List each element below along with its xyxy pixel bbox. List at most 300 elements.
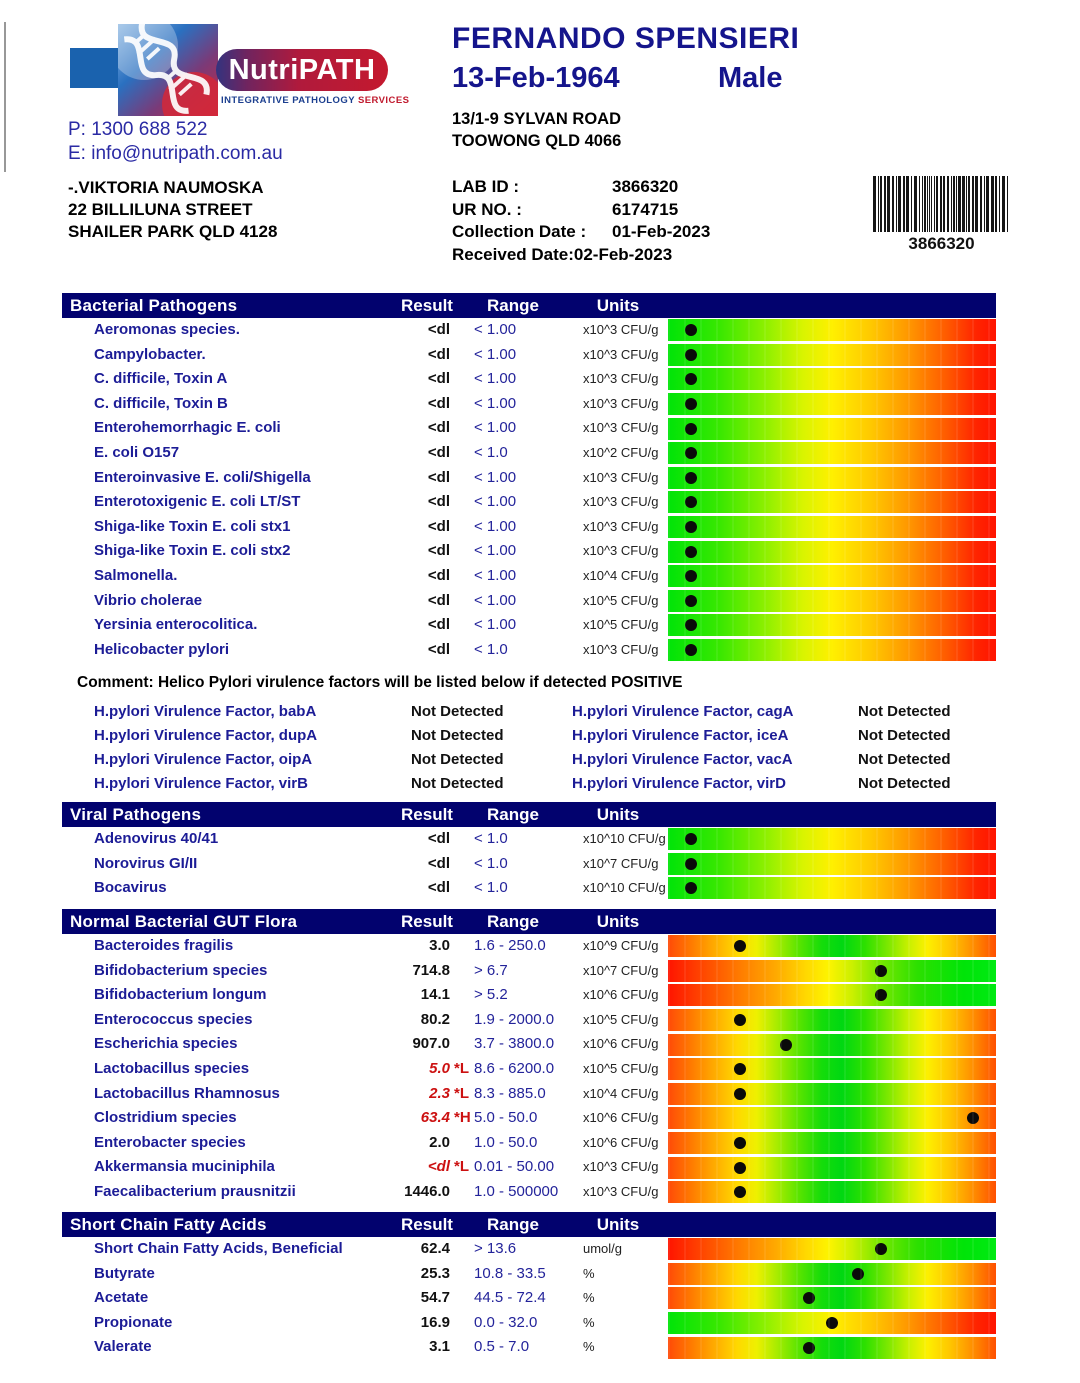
reference-range: 44.5 - 72.4 bbox=[474, 1289, 546, 1307]
lab-id-row bbox=[452, 176, 782, 199]
result-dot bbox=[685, 373, 697, 385]
reference-range: 3.7 - 3800.0 bbox=[474, 1035, 555, 1053]
range-gradient-bar bbox=[668, 1238, 996, 1260]
range-gradient-bar bbox=[668, 1181, 996, 1203]
result-dot bbox=[852, 1268, 864, 1280]
units-label: x10^3 CFU/g bbox=[583, 371, 659, 387]
barcode-bar bbox=[953, 176, 955, 232]
result-dot bbox=[685, 496, 697, 508]
barcode-bar bbox=[986, 176, 987, 232]
column-header-range: Range bbox=[487, 296, 539, 315]
analyte-row bbox=[62, 318, 996, 343]
column-header-range: Range bbox=[487, 805, 539, 824]
units-label: x10^3 CFU/g bbox=[583, 494, 659, 510]
barcode-bar bbox=[1002, 176, 1005, 232]
column-header-result: Result bbox=[401, 296, 453, 315]
units-label: x10^3 CFU/g bbox=[583, 543, 659, 559]
analyte-row bbox=[62, 876, 996, 901]
units-label: x10^2 CFU/g bbox=[583, 444, 659, 460]
units-label: x10^9 CFU/g bbox=[583, 938, 659, 953]
reference-range: > 5.2 bbox=[474, 986, 508, 1004]
barcode-bar bbox=[873, 176, 876, 232]
barcode-bar bbox=[991, 176, 994, 232]
units-label: x10^3 CFU/g bbox=[583, 518, 659, 534]
units-label: x10^5 CFU/g bbox=[583, 592, 659, 608]
range-gradient-bar bbox=[668, 418, 996, 440]
reference-range: 1.6 - 250.0 bbox=[474, 937, 546, 954]
range-gradient-bar bbox=[668, 1058, 996, 1080]
barcode-bar bbox=[966, 176, 967, 232]
result-dot bbox=[734, 1014, 746, 1026]
analyte-row bbox=[62, 1311, 996, 1336]
section-viral-pathogens bbox=[62, 802, 996, 901]
result-value: <dl bbox=[427, 879, 450, 897]
result-dot bbox=[734, 1186, 746, 1198]
result-value: 714.8 bbox=[412, 961, 450, 979]
analyte-row bbox=[62, 1180, 996, 1205]
analyte-row bbox=[62, 638, 996, 663]
range-gradient-bar bbox=[668, 1337, 996, 1359]
section-bacterial-pathogens bbox=[62, 293, 996, 662]
analyte-row bbox=[62, 852, 996, 877]
units-label: x10^5 CFU/g bbox=[583, 617, 659, 633]
column-header-result: Result bbox=[401, 1215, 453, 1234]
result-dot bbox=[967, 1112, 979, 1124]
reference-range: 0.01 - 50.00 bbox=[474, 1158, 555, 1176]
barcode-number: 3866320 bbox=[908, 234, 975, 253]
barcode-bar bbox=[931, 176, 932, 232]
barcode-bar bbox=[980, 176, 982, 232]
column-header-units: Units bbox=[596, 1215, 640, 1234]
result-flag: *L bbox=[454, 1059, 469, 1077]
patient-sex: Male bbox=[718, 62, 783, 94]
analyte-name: Aeromonas species. bbox=[94, 321, 240, 338]
barcode-bar bbox=[947, 176, 948, 232]
result-dot bbox=[685, 644, 697, 656]
logo-blue-rectangle bbox=[70, 48, 118, 88]
units-label: % bbox=[583, 1290, 595, 1306]
result-value: 3.1 bbox=[429, 1338, 450, 1356]
barcode-bar bbox=[906, 176, 909, 232]
analyte-row bbox=[62, 367, 996, 392]
units-label: x10^4 CFU/g bbox=[583, 1085, 659, 1101]
range-gradient-bar bbox=[668, 1132, 996, 1154]
analyte-name: Butyrate bbox=[94, 1264, 155, 1282]
column-header-units: Units bbox=[596, 805, 640, 824]
result-value: 2.3 bbox=[429, 1084, 450, 1102]
reference-range: < 1.0 bbox=[474, 854, 508, 872]
units-label: x10^3 CFU/g bbox=[583, 322, 659, 337]
units-label: x10^7 CFU/g bbox=[583, 962, 659, 978]
analyte-name: Clostridium species bbox=[94, 1109, 237, 1127]
section-header bbox=[62, 909, 996, 934]
analyte-row bbox=[62, 564, 996, 589]
comment-text: Comment: Helico Pylori virulence factors will be listed below if detected POSITIVE bbox=[77, 674, 683, 691]
virulence-row bbox=[62, 748, 996, 772]
dna-helix-logo-icon bbox=[118, 24, 218, 116]
barcode-bar bbox=[903, 176, 906, 232]
barcode-bar bbox=[984, 176, 985, 232]
brand-tagline bbox=[221, 95, 409, 106]
barcode-bar bbox=[962, 176, 965, 232]
result-value: <dl bbox=[427, 370, 450, 388]
section-title: Bacterial Pathogens bbox=[70, 296, 238, 315]
result-value: <dl bbox=[427, 345, 450, 363]
result-value: <dl bbox=[427, 517, 450, 535]
virulence-factor-list bbox=[62, 700, 996, 796]
lab-contact-block bbox=[68, 118, 283, 166]
result-dot bbox=[685, 447, 697, 459]
result-dot bbox=[734, 1063, 746, 1075]
analyte-row bbox=[62, 466, 996, 491]
result-flag: *L bbox=[454, 1158, 469, 1176]
result-dot bbox=[685, 882, 697, 894]
reference-range: < 1.00 bbox=[474, 616, 517, 634]
analyte-row bbox=[62, 589, 996, 614]
barcode-bar bbox=[922, 176, 923, 232]
analyte-row bbox=[62, 343, 996, 368]
range-gradient-bar bbox=[668, 491, 996, 513]
reference-range: 1.0 - 50.0 bbox=[474, 1133, 538, 1151]
reference-range: 1.0 - 500000 bbox=[474, 1182, 559, 1200]
analyte-row bbox=[62, 1082, 996, 1107]
column-header-range: Range bbox=[487, 912, 539, 931]
range-gradient-bar bbox=[668, 590, 996, 612]
reference-range: < 1.00 bbox=[474, 468, 517, 486]
barcode-bar bbox=[951, 176, 952, 232]
result-dot bbox=[685, 398, 697, 410]
analyte-name: Salmonella. bbox=[94, 566, 178, 584]
analyte-name: Enterobacter species bbox=[94, 1133, 246, 1151]
range-gradient-bar bbox=[668, 467, 996, 489]
analyte-row bbox=[62, 1057, 996, 1082]
result-value: 907.0 bbox=[412, 1035, 450, 1053]
virulence-factor-result: Not Detected bbox=[858, 703, 951, 720]
virulence-factor-label: H.pylori Virulence Factor, virB bbox=[94, 775, 308, 792]
reference-range: 0.0 - 32.0 bbox=[474, 1313, 538, 1331]
patient-address-block bbox=[452, 108, 621, 152]
virulence-factor-label: H.pylori Virulence Factor, dupA bbox=[94, 727, 318, 744]
units-label: umol/g bbox=[583, 1241, 623, 1256]
collection-date-value: 01-Feb-2023 bbox=[612, 222, 711, 241]
result-value: 2.0 bbox=[429, 1133, 450, 1151]
barcode-bar bbox=[914, 176, 917, 232]
analyte-name: C. difficile, Toxin A bbox=[94, 370, 228, 388]
barcode-bar bbox=[927, 176, 928, 232]
range-gradient-bar bbox=[668, 1157, 996, 1179]
result-dot bbox=[875, 1243, 887, 1255]
section-header bbox=[62, 802, 996, 827]
section-title: Normal Bacterial GUT Flora bbox=[70, 912, 298, 931]
analyte-row bbox=[62, 1286, 996, 1311]
virulence-factor-label: H.pylori Virulence Factor, babA bbox=[94, 703, 317, 720]
range-gradient-bar bbox=[668, 1107, 996, 1129]
analyte-name: Enterotoxigenic E. coli LT/ST bbox=[94, 493, 301, 511]
units-label: x10^5 CFU/g bbox=[583, 1060, 659, 1076]
result-flag: *L bbox=[454, 1084, 469, 1102]
analyte-row bbox=[62, 416, 996, 441]
result-value: <dl bbox=[427, 394, 450, 412]
virulence-row bbox=[62, 772, 996, 796]
analyte-name: Acetate bbox=[94, 1289, 149, 1307]
lab-id-label: LAB ID : bbox=[452, 177, 520, 196]
range-gradient-bar bbox=[668, 984, 996, 1006]
result-dot bbox=[685, 570, 697, 582]
result-value: 54.7 bbox=[420, 1289, 450, 1307]
barcode-bar bbox=[1007, 176, 1008, 232]
barcode-bar bbox=[968, 176, 970, 232]
analyte-row bbox=[62, 934, 996, 959]
reference-range: 8.6 - 6200.0 bbox=[474, 1059, 555, 1077]
barcode-bar bbox=[987, 176, 988, 232]
scan-edge-artifact bbox=[4, 22, 6, 172]
reference-range: < 1.00 bbox=[474, 419, 517, 437]
reference-range: 1.9 - 2000.0 bbox=[474, 1010, 555, 1028]
analyte-row bbox=[62, 1106, 996, 1131]
virulence-factor-label: H.pylori Virulence Factor, cagA bbox=[572, 703, 794, 720]
collection-date-row bbox=[452, 221, 782, 244]
result-dot bbox=[826, 1317, 838, 1329]
barcode-bar bbox=[956, 176, 957, 232]
brand-wordmark: NutriPATH bbox=[216, 49, 388, 91]
barcode-bar bbox=[896, 176, 897, 232]
analyte-row bbox=[62, 983, 996, 1008]
analyte-name: Campylobacter. bbox=[94, 345, 206, 363]
section-header bbox=[62, 1212, 996, 1237]
analyte-row bbox=[62, 441, 996, 466]
range-gradient-bar bbox=[668, 1083, 996, 1105]
result-value: <dl bbox=[427, 493, 450, 511]
analyte-name: Lactobacillus Rhamnosus bbox=[94, 1084, 280, 1102]
units-label: x10^3 CFU/g bbox=[583, 420, 659, 436]
result-value: 1446.0 bbox=[404, 1182, 450, 1200]
result-value: <dl bbox=[427, 830, 450, 847]
received-date-row bbox=[452, 244, 782, 267]
virulence-factor-result: Not Detected bbox=[411, 703, 504, 720]
range-gradient-bar bbox=[668, 1263, 996, 1285]
virulence-factor-label: H.pylori Virulence Factor, virD bbox=[572, 775, 786, 792]
result-value: 63.4 bbox=[420, 1109, 450, 1127]
analyte-name: Faecalibacterium prausnitzii bbox=[94, 1182, 296, 1200]
virulence-factor-result: Not Detected bbox=[411, 727, 504, 744]
analyte-name: Escherichia species bbox=[94, 1035, 238, 1053]
units-label: x10^4 CFU/g bbox=[583, 567, 659, 583]
analyte-name: Adenovirus 40/41 bbox=[94, 830, 219, 847]
result-dot bbox=[685, 423, 697, 435]
virulence-factor-result: Not Detected bbox=[858, 727, 951, 744]
ur-no-label: UR NO. : bbox=[452, 199, 522, 219]
patient-name: FERNANDO SPENSIERI bbox=[452, 22, 800, 55]
reference-range: < 1.0 bbox=[474, 830, 508, 847]
units-label: x10^3 CFU/g bbox=[583, 395, 659, 411]
range-gradient-bar bbox=[668, 877, 996, 899]
result-dot bbox=[685, 619, 697, 631]
result-value: 80.2 bbox=[420, 1010, 450, 1028]
barcode-bar bbox=[958, 176, 961, 232]
analyte-name: Propionate bbox=[94, 1313, 173, 1331]
barcode-bar bbox=[878, 176, 879, 232]
reference-range: < 1.00 bbox=[474, 493, 517, 511]
section-title: Short Chain Fatty Acids bbox=[70, 1215, 267, 1234]
contact-phone: P: 1300 688 522 bbox=[68, 119, 208, 140]
result-dot bbox=[685, 324, 697, 336]
analyte-name: Enterohemorrhagic E. coli bbox=[94, 419, 281, 437]
contact-email: E: info@nutripath.com.au bbox=[68, 143, 283, 164]
reference-range: 0.5 - 7.0 bbox=[474, 1338, 530, 1356]
virulence-factor-result: Not Detected bbox=[411, 775, 504, 792]
column-header-result: Result bbox=[401, 912, 453, 931]
analyte-name: Vibrio cholerae bbox=[94, 591, 203, 609]
patient-address-line2: TOOWONG QLD 4066 bbox=[452, 132, 622, 150]
collection-date-label: Collection Date : bbox=[452, 222, 587, 241]
reference-range: < 1.00 bbox=[474, 517, 517, 535]
analyte-row bbox=[62, 490, 996, 515]
result-dot bbox=[685, 858, 697, 870]
received-date-label: Received Date: bbox=[452, 244, 574, 264]
range-gradient-bar bbox=[668, 442, 996, 464]
barcode-bar bbox=[929, 176, 930, 232]
barcode-bar bbox=[975, 176, 978, 232]
barcode-bar bbox=[899, 176, 900, 232]
tagline-left: INTEGRATIVE PATHOLOGY bbox=[221, 95, 358, 106]
analyte-name: Akkermansia muciniphila bbox=[94, 1158, 275, 1176]
units-label: x10^3 CFU/g bbox=[583, 346, 659, 362]
units-label: x10^10 CFU/g bbox=[583, 831, 666, 846]
range-gradient-bar bbox=[668, 319, 996, 341]
range-gradient-bar bbox=[668, 541, 996, 563]
barcode-bar bbox=[924, 176, 926, 232]
reference-range: < 1.0 bbox=[474, 640, 508, 658]
result-value: 14.1 bbox=[420, 986, 450, 1004]
result-value: <dl bbox=[427, 542, 450, 560]
column-header-units: Units bbox=[596, 912, 640, 931]
units-label: x10^10 CFU/g bbox=[583, 880, 666, 896]
result-dot bbox=[734, 1162, 746, 1174]
range-gradient-bar bbox=[668, 639, 996, 661]
units-label: x10^3 CFU/g bbox=[583, 469, 659, 485]
range-gradient-bar bbox=[668, 960, 996, 982]
result-dot bbox=[734, 1088, 746, 1100]
result-dot bbox=[803, 1342, 815, 1354]
section-gut-flora bbox=[62, 909, 996, 1205]
reference-range: < 1.0 bbox=[474, 879, 508, 897]
range-gradient-bar bbox=[668, 935, 996, 957]
result-value: <dl bbox=[427, 616, 450, 634]
barcode-bar bbox=[940, 176, 942, 232]
units-label: % bbox=[583, 1265, 595, 1281]
reference-range: < 1.00 bbox=[474, 394, 517, 412]
result-dot bbox=[780, 1039, 792, 1051]
analyte-name: Enterococcus species bbox=[94, 1010, 253, 1028]
result-dot bbox=[685, 546, 697, 558]
barcode-bar bbox=[884, 176, 886, 232]
barcode-bar bbox=[934, 176, 935, 232]
barcode-bar bbox=[943, 176, 946, 232]
result-dot bbox=[685, 595, 697, 607]
analyte-row bbox=[62, 613, 996, 638]
barcode-bar bbox=[887, 176, 890, 232]
barcode-bar bbox=[999, 176, 1000, 232]
analyte-name: Bifidobacterium species bbox=[94, 961, 268, 979]
analyte-name: Norovirus GI/II bbox=[94, 854, 198, 872]
reference-range: < 1.00 bbox=[474, 345, 517, 363]
referrer-street: 22 BILLILUNA STREET bbox=[68, 200, 253, 219]
units-label: x10^6 CFU/g bbox=[583, 1134, 659, 1150]
reference-range: 5.0 - 50.0 bbox=[474, 1109, 538, 1127]
range-gradient-bar bbox=[668, 565, 996, 587]
analyte-row bbox=[62, 1008, 996, 1033]
ur-no-value: 6174715 bbox=[612, 199, 679, 219]
result-dot bbox=[734, 1137, 746, 1149]
range-gradient-bar bbox=[668, 368, 996, 390]
units-label: x10^7 CFU/g bbox=[583, 855, 659, 871]
reference-range: > 6.7 bbox=[474, 961, 508, 979]
analyte-name: Yersinia enterocolitica. bbox=[94, 616, 258, 634]
column-header-range: Range bbox=[487, 1215, 539, 1234]
analyte-name: Lactobacillus species bbox=[94, 1059, 250, 1077]
barcode bbox=[873, 176, 1010, 232]
units-label: x10^5 CFU/g bbox=[583, 1011, 659, 1027]
barcode-bar bbox=[898, 176, 899, 232]
range-gradient-bar bbox=[668, 1312, 996, 1334]
virulence-factor-label: H.pylori Virulence Factor, oipA bbox=[94, 751, 313, 768]
reference-range: < 1.00 bbox=[474, 542, 517, 560]
analyte-name: Shiga-like Toxin E. coli stx2 bbox=[94, 542, 291, 560]
result-value: 3.0 bbox=[429, 937, 450, 954]
section-short-chain-fatty-acids bbox=[62, 1212, 996, 1360]
analyte-name: E. coli O157 bbox=[94, 443, 180, 461]
result-value: <dl bbox=[427, 419, 450, 437]
analyte-row bbox=[62, 1155, 996, 1180]
referrer-city: SHAILER PARK QLD 4128 bbox=[68, 222, 278, 241]
range-gradient-bar bbox=[668, 1034, 996, 1056]
barcode-bar bbox=[880, 176, 882, 232]
analyte-name: Bifidobacterium longum bbox=[94, 986, 267, 1004]
reference-range: < 1.00 bbox=[474, 566, 517, 584]
patient-address-line1: 13/1-9 SYLVAN ROAD bbox=[452, 110, 622, 128]
units-label: x10^6 CFU/g bbox=[583, 1036, 659, 1052]
range-gradient-bar bbox=[668, 344, 996, 366]
ur-no-row bbox=[452, 199, 782, 222]
barcode-bar bbox=[995, 176, 998, 232]
result-value: 25.3 bbox=[420, 1264, 450, 1282]
analyte-name: Helicobacter pylori bbox=[94, 640, 230, 658]
range-gradient-bar bbox=[668, 516, 996, 538]
range-gradient-bar bbox=[668, 1287, 996, 1309]
units-label: x10^6 CFU/g bbox=[583, 987, 659, 1003]
barcode-bar bbox=[919, 176, 920, 232]
range-gradient-bar bbox=[668, 853, 996, 875]
analyte-name: Bacteroides fragilis bbox=[94, 937, 234, 954]
analyte-name: Short Chain Fatty Acids, Beneficial bbox=[94, 1240, 343, 1257]
result-value: 62.4 bbox=[420, 1240, 450, 1257]
reference-range: 8.3 - 885.0 bbox=[474, 1084, 546, 1102]
units-label: x10^3 CFU/g bbox=[583, 1183, 659, 1199]
analyte-row bbox=[62, 1131, 996, 1156]
result-value: <dl bbox=[427, 854, 450, 872]
result-dot bbox=[685, 472, 697, 484]
units-label: x10^6 CFU/g bbox=[583, 1110, 659, 1126]
range-gradient-bar bbox=[668, 1009, 996, 1031]
reference-range: < 1.00 bbox=[474, 591, 517, 609]
reference-range: < 1.00 bbox=[474, 321, 517, 338]
virulence-factor-label: H.pylori Virulence Factor, iceA bbox=[572, 727, 789, 744]
analyte-row bbox=[62, 1335, 996, 1360]
analyte-row bbox=[62, 959, 996, 984]
hpylori-comment-block bbox=[62, 672, 996, 796]
virulence-row bbox=[62, 724, 996, 748]
barcode-bar bbox=[936, 176, 938, 232]
